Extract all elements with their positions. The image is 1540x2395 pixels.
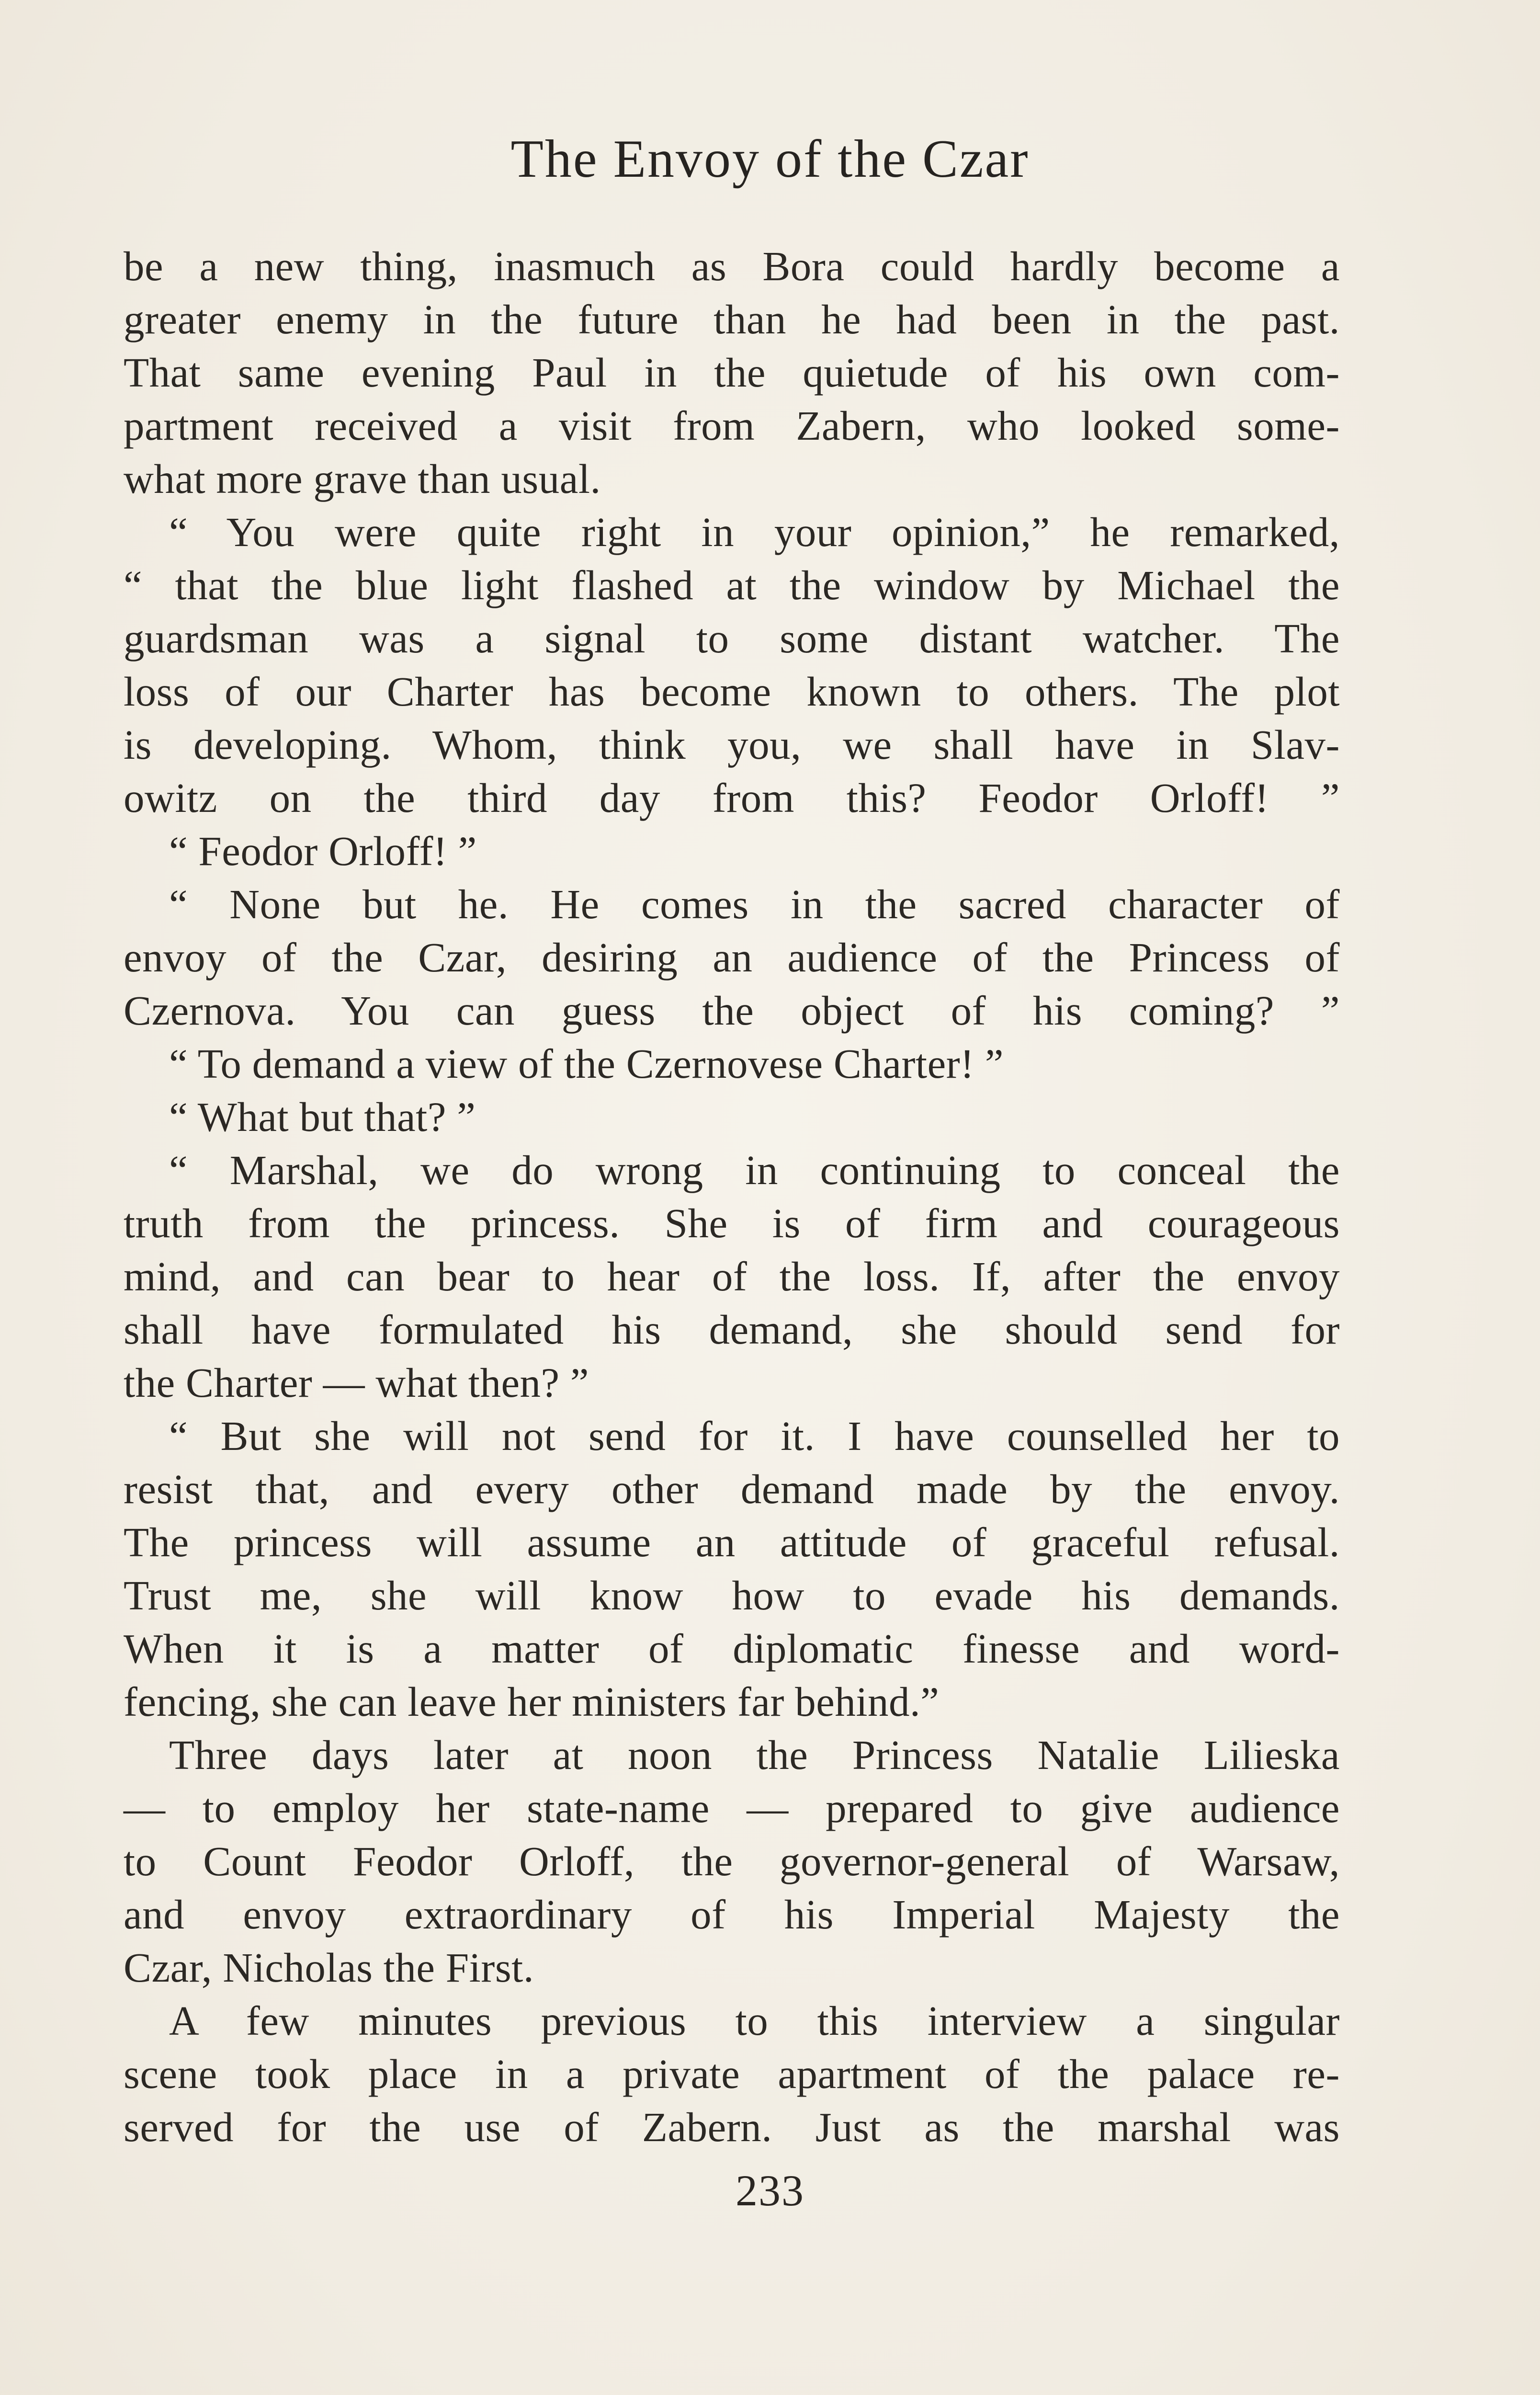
text-line: That same evening Paul in the quietude of his own com- — [124, 349, 1340, 396]
text-line: what more grave than usual. — [124, 456, 601, 502]
text-line: partment received a visit from Zabern, who looked some- — [124, 402, 1340, 449]
page-number: 233 — [736, 2166, 804, 2215]
text-line: shall have formulated his demand, she should send for — [124, 1306, 1340, 1353]
text-line: the Charter — what then? ” — [124, 1359, 589, 1406]
text-line: guardsman was a signal to some distant watcher. The — [124, 615, 1340, 661]
text-line: to Count Feodor Orloff, the governor-general of Warsaw, — [124, 1838, 1340, 1884]
text-line: “ that the blue light flashed at the window by Michael the — [124, 562, 1340, 608]
text-line: “ None but he. He comes in the sacred character of — [169, 881, 1340, 927]
text-line: and envoy extraordinary of his Imperial Majesty the — [124, 1891, 1340, 1938]
text-line: Three days later at noon the Princess Natalie Lilieska — [169, 1732, 1340, 1778]
text-line: “ Feodor Orloff! ” — [169, 828, 477, 874]
text-line: resist that, and every other demand made by the envoy. — [124, 1466, 1340, 1512]
text-line: When it is a matter of diplomatic finesse and word- — [124, 1625, 1340, 1672]
text-line: greater enemy in the future than he had been in the past. — [124, 296, 1340, 342]
text-line: fencing, she can leave her ministers far behind.” — [124, 1678, 940, 1725]
text-line: owitz on the third day from this? Feodor Orloff! ” — [124, 775, 1340, 821]
text-line: be a new thing, inasmuch as Bora could hardly become a — [124, 243, 1340, 289]
text-line: mind, and can bear to hear of the loss. If, after the envoy — [124, 1253, 1340, 1300]
text-line: “ Marshal, we do wrong in continuing to conceal the — [169, 1147, 1340, 1193]
text-line: “ To demand a view of the Czernovese Charter! ” — [169, 1040, 1004, 1087]
text-line: is developing. Whom, think you, we shall have in Slav- — [124, 721, 1340, 768]
text-line: “ You were quite right in your opinion,” he remarked, — [169, 509, 1340, 555]
text-line: scene took place in a private apartment of the palace re- — [124, 2051, 1340, 2097]
text-line: loss of our Charter has become known to others. The plot — [124, 668, 1340, 715]
text-line: Trust me, she will know how to evade his demands. — [124, 1572, 1340, 1619]
body-text — [124, 240, 1340, 2154]
text-line: truth from the princess. She is of firm and courageous — [124, 1200, 1340, 1246]
text-line: “ But she will not send for it. I have counselled her to — [169, 1413, 1340, 1459]
text-line: envoy of the Czar, desiring an audience of the Princess of — [124, 934, 1340, 981]
text-line: Czar, Nicholas the First. — [124, 1944, 534, 1991]
text-line: Czernova. You can guess the object of his coming? ” — [124, 987, 1340, 1034]
running-head: The Envoy of the Czar — [510, 129, 1030, 189]
text-line: The princess will assume an attitude of graceful refusal. — [124, 1519, 1340, 1565]
text-line: served for the use of Zabern. Just as the marshal was — [124, 2104, 1340, 2150]
text-line: “ What but that? ” — [169, 1094, 476, 1140]
text-line: A few minutes previous to this interview a singular — [169, 1997, 1340, 2044]
text-line: — to employ her state-name — prepared to give audience — [124, 1785, 1340, 1831]
